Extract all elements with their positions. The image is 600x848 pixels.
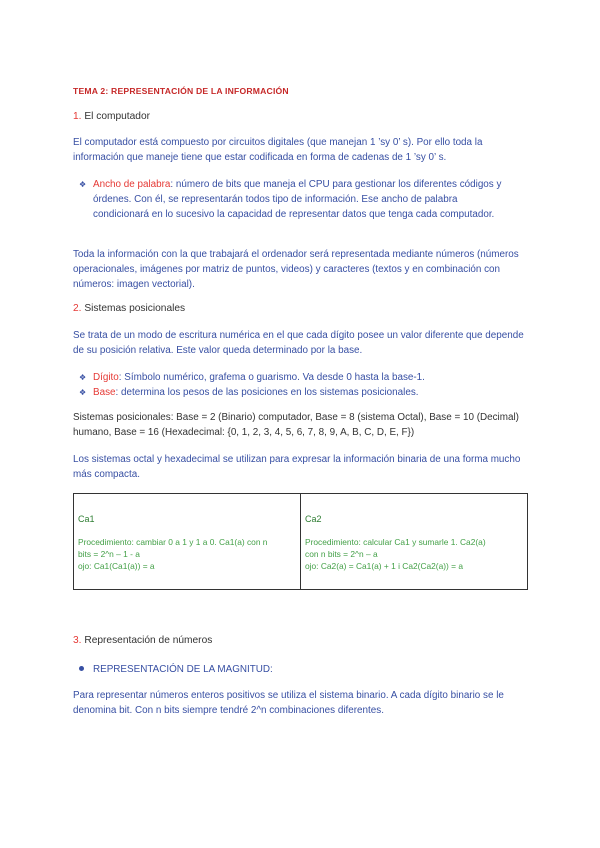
bullet-base: [79, 385, 508, 400]
section-2-heading: [73, 303, 185, 314]
ca1-cell: [74, 494, 301, 590]
ca1-line-2: bits = 2^n – 1 - a: [78, 549, 140, 559]
section-1-paragraph-1: El computador está compuesto por circuitos digitales (que manejan 1 ’sy 0’ s). Por ello toda la información que maneje tiene que estar codificada en forma de cadenas de 1 ’sy 0’ s.: [73, 137, 483, 163]
round-bullet-icon: [79, 666, 84, 671]
section-3-number: 3.: [73, 635, 82, 646]
bullet-term: Ancho de palabra: [93, 179, 171, 190]
section-1-paragraph-2: Toda la información con la que trabajará el ordenador será representada mediante números (números operacionales, imágenes por matriz de puntos, videos) y caracteres (textos y en combinación con números: imagen vectorial).: [73, 249, 519, 290]
section-1-heading: [73, 111, 150, 122]
section-2-number: 2.: [73, 303, 82, 314]
bullet-term: Base: [93, 387, 116, 398]
ca2-title: Ca2: [305, 514, 322, 524]
ca2-line-1: Procedimiento: calcular Ca1 y sumarle 1. Ca2(a): [305, 537, 486, 547]
section-2-title: Sistemas posicionales: [84, 303, 186, 314]
bullet-magnitud: [93, 662, 508, 677]
ca2-cell: [301, 494, 528, 590]
section-2-paragraph-3: Los sistemas octal y hexadecimal se utilizan para expresar la información binaria de una forma mucho más compacta.: [73, 454, 521, 480]
section-1-title: El computador: [84, 111, 151, 122]
document-title: TEMA 2: REPRESENTACIÓN DE LA INFORMACIÓN: [73, 86, 289, 96]
section-3-heading: [73, 635, 212, 646]
section-1-number: 1.: [73, 111, 82, 122]
section-3-title: Representación de números: [84, 635, 213, 646]
bullet-text: : Símbolo numérico, grafema o guarismo. Va desde 0 hasta la base-1.: [118, 372, 425, 383]
diamond-bullet-icon: ❖: [79, 180, 87, 189]
bullet-term: Dígito: [93, 372, 119, 383]
ca1-line-1: Procedimiento: cambiar 0 a 1 y 1 a 0. Ca1(a) con n: [78, 537, 268, 547]
diamond-bullet-icon: ❖: [79, 373, 87, 382]
ca2-line-2: con n bits = 2^n – a: [305, 549, 378, 559]
diamond-bullet-icon: ❖: [79, 388, 87, 397]
section-2-paragraph-2: Sistemas posicionales: Base = 2 (Binario) computador, Base = 8 (sistema Octal), Base = 10 (Decimal) humano, Base = 16 (Hexadecimal: {0, 1, 2, 3, 4, 5, 6, 7, 8, 9, A, B, C, D, E, F}): [73, 412, 519, 438]
section-2-paragraph-1: Se trata de un modo de escritura numérica en el que cada dígito posee un valor diferente que depende de su posición relativa. Este valor queda determinado por la base.: [73, 330, 524, 356]
bullet-text: : número de bits que maneja el CPU para gestionar los diferentes códigos y órdenes. Con él, se representarán todos tipo de información. Ese ancho de palabra condicionará en lo sucesivo la capacidad de representar datos que tenga cada computador.: [93, 179, 502, 220]
ca1-title: Ca1: [78, 514, 95, 524]
complement-table: [73, 493, 528, 590]
ca1-line-3: ojo: Ca1(Ca1(a)) = a: [78, 561, 155, 571]
bullet-text: REPRESENTACIÓN DE LA MAGNITUD:: [93, 664, 273, 675]
bullet-digito: [79, 370, 508, 385]
bullet-ancho-de-palabra: [79, 177, 508, 222]
section-3-paragraph-1: Para representar números enteros positivos se utiliza el sistema binario. A cada dígito binario se le denomina bit. Con n bits siempre tendré 2^n combinaciones diferentes.: [73, 690, 504, 716]
bullet-text: : determina los pesos de las posiciones en los sistemas posicionales.: [115, 387, 419, 398]
ca2-line-3: ojo: Ca2(a) = Ca1(a) + 1 i Ca2(Ca2(a)) = a: [305, 561, 464, 571]
